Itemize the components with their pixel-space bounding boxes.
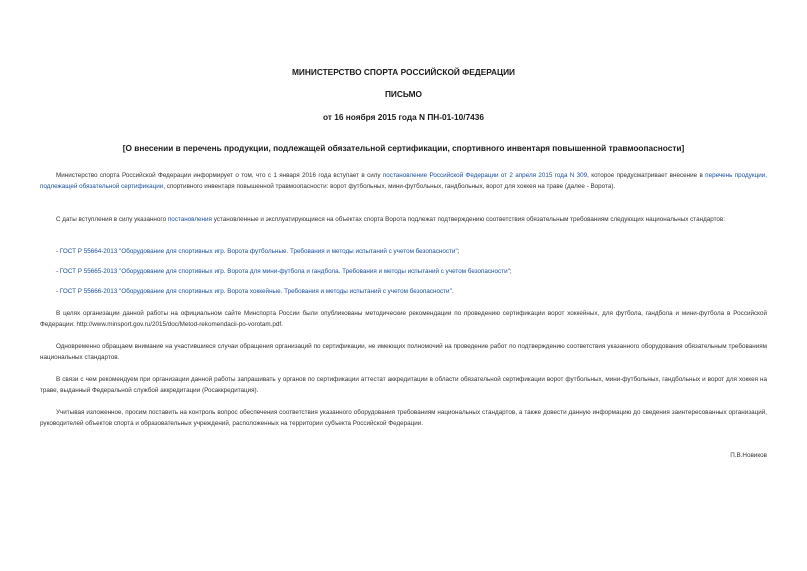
product-list-link[interactable]: перечень продукции, подлежащей обязательной сертификации [40, 172, 767, 190]
document-type-heading: ПИСЬМО [384, 89, 423, 99]
list-punct: ; [509, 268, 512, 275]
list-dash: - [56, 248, 60, 255]
paragraph-4: Одновременно обращаем внимание на участившиеся случаи обращения организаций по сертификации, не имеющих полномочий на проведение работ по подтверждению соответствия указанного оборудования обязательным требованиям национальных стандартов. [40, 343, 767, 361]
paragraph-6: Учитывая изложенное, просим поставить на контроль вопрос обеспечения соответствия указанного оборудования требованиям национальных стандартов, а также довести данную информацию до сведения заинтересованных организаций, руководителей объектов спорта и образовательных учреждений, расположенных на территории субъекта Российской Федерации. [40, 409, 767, 427]
standard-link-55666[interactable]: ГОСТ Р 55666-2013 "Оборудование для спортивных игр. Ворота хоккейные. Требования и методы испытаний с учетом безопасности" [59, 288, 452, 295]
ministry-heading: МИНИСТЕРСТВО СПОРТА РОССИЙСКОЙ ФЕДЕРАЦИИ [291, 67, 516, 77]
standard-item [40, 286, 767, 297]
decree-link[interactable]: постановления [167, 216, 212, 223]
decree-link[interactable]: постановление Российской Федерации от 2 апреля 2015 года N 309 [382, 172, 588, 179]
signature: П.В.Новиков [730, 452, 767, 459]
date-number-heading: от 16 ноября 2015 года N ПН-01-10/7436 [322, 112, 485, 122]
paragraph-text: установленные и эксплуатирующиеся на объектах спорта Ворота подлежат подтверждению соответствия обязательным требованиям следующих национальных стандартов: [211, 216, 726, 223]
paragraph-text: , спортивного инвентаря повышенной травмоопасности: ворот футбольных, мини-футбольных, гандбольных, ворот для хоккея на траве (далее - Ворота). [163, 183, 616, 190]
list-punct: . [451, 288, 454, 295]
standard-link-55665[interactable]: ГОСТ Р 55665-2013 "Оборудование для спортивных игр. Ворота для мини-футбола и гандбола. Требования и методы испытаний с учетом безопасности" [59, 268, 510, 275]
standard-link-55664[interactable]: ГОСТ Р 55664-2013 "Оборудование для спортивных игр. Ворота футбольные. Требования и методы испытаний с учетом безопасности" [59, 248, 458, 255]
paragraph-2 [40, 214, 767, 225]
list-punct: ; [457, 248, 460, 255]
paragraph-text: Министерство спорта Российской Федерации информирует о том, что с 1 января 2016 года вступает в силу [56, 172, 383, 179]
list-dash: - [56, 288, 60, 295]
paragraph-text: С даты вступления в силу указанного [56, 216, 168, 223]
paragraph-1 [40, 170, 767, 192]
paragraph-5: В связи с чем рекомендуем при организации данной работы запрашивать у органов по сертификации аттестат аккредитации в области обязательной сертификации ворот футбольных, мини-футбольных, гандбольных и ворот для хоккея на траве, выданный Федеральной службой аккредитации (Росаккредитация). [40, 376, 767, 394]
standard-item [40, 246, 767, 257]
paragraph-3: В целях организации данной работы на официальном сайте Минспорта России были опубликованы методические рекомендации по проведению сертификации ворот хоккейных, для футбола, гандбола и мини-футбола в Российской Федерации: http://www.minsport.gov.ru/2015/doc/Metod-rekomendacii-po-vorotam.pdf. [40, 310, 767, 328]
subject-heading: [О внесении в перечень продукции, подлежащей обязательной сертификации, спортивного инвентаря повышенной травмоопасности] [122, 143, 685, 153]
paragraph-text: , которое предусматривает внесение в [587, 172, 706, 179]
list-dash: - [56, 268, 60, 275]
standard-item [40, 266, 767, 277]
